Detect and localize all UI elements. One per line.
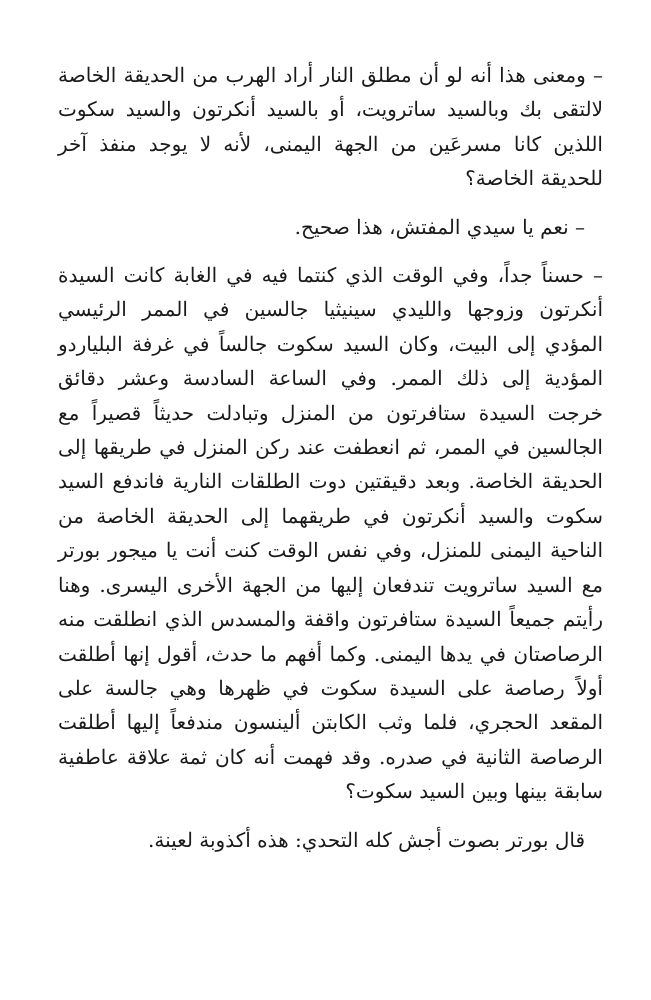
- paragraph-inspector-question: – ومعنى هذا أنه لو أن مطلق النار أراد الهرب من الحديقة الخاصة لالتقى بك وبالسيد ساترويت، أو بالسيد أنكرتون والسيد سكوت اللذين كانا مسرعَين من الجهة اليمنى، لأنه لا يوجد منفذ آخر للحديقة الخاصة؟: [58, 63, 603, 191]
- paragraph-porter-denial: قال بورتر بصوت أجش كله التحدي: هذه أكذوبة لعينة.: [148, 827, 585, 852]
- book-page: [58, 58, 603, 871]
- paragraph-inspector-summary: – حسناً جداً، وفي الوقت الذي كنتما فيه في الغابة كانت السيدة أنكرتون وزوجها والليدي سينيثيا جالسين في الممر الرئيسي المؤدي إلى البيت، وكان السيد سكوت جالساً في غرفة البلياردو المؤدية إلى ذلك الممر. وفي الساعة السادسة وعشر دقائق خرجت السيدة ستافرتون من المنزل وتبادلت حديثاً قصيراً مع الجالسين في الممر، ثم انعطفت عند ركن المنزل في طريقها إلى الحديقة الخاصة. وبعد دقيقتين دوت الطلقات النارية فاندفع السيد سكوت والسيد أنكرتون في طريقهما إلى الحديقة الخاصة من الناحية اليمنى للمنزل، وفي نفس الوقت كنت أنت يا ميجور بورتر مع السيد ساترويت تندفعان إليها من الجهة الأخرى اليسرى. وهنا رأيتم جميعاً السيدة ستافرتون واقفة والمسدس الذي انطلقت منه الرصاصتان في يدها اليمنى. وكما أفهم ما حدث، أقول إنها أطلقت أولاً رصاصة على السيدة سكوت في ظهرها وهي جالسة على المقعد الحجري، فلما وثب الكابتن ألينسون مندفعاً إليها أطلقت الرصاصة الثانية في صدره. وقد فهمت أنه كان ثمة علاقة عاطفية سابقة بينها وبين السيد سكوت؟: [58, 263, 603, 804]
- paragraph-reply-confirm: – نعم يا سيدي المفتش، هذا صحيح.: [294, 214, 585, 239]
